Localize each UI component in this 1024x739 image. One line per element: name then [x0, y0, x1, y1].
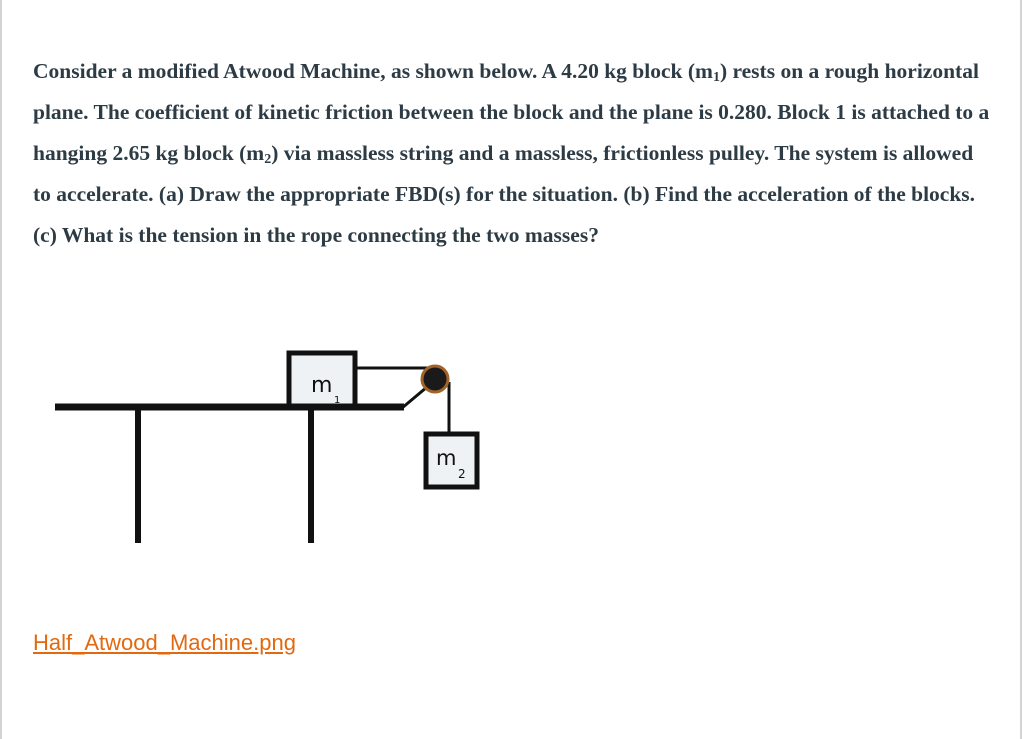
block-m1-letter: m: [311, 373, 333, 398]
pulley: [422, 366, 448, 392]
attachment-link[interactable]: Half_Atwood_Machine.png: [33, 630, 296, 655]
m2-subscript: 2: [264, 152, 272, 167]
atwood-machine-diagram: [0, 340, 520, 560]
block-m1-subscript: 1: [334, 395, 341, 406]
problem-text-part-2: ) rests on a rough horizontal plane. The coefficient of kinetic friction between the block and the plane is 0.280. Block 1 is attached to a hanging 2.65 kg block (m: [33, 59, 990, 165]
problem-statement: [33, 51, 993, 256]
block-m1: [289, 353, 355, 406]
problem-text-part-1: Consider a modified Atwood Machine, as shown below. A 4.20 kg block (m: [33, 59, 713, 83]
m1-subscript: 1: [712, 70, 720, 85]
block-m2: [426, 434, 477, 487]
block-m2-subscript: 2: [458, 467, 466, 481]
problem-text-part-3: ) via massless string and a massless, frictionless pulley. The system is allowed to accelerate. (a) Draw the appropriate FBD(s) for the situation. (b) Find the acceleration of the blocks. (c) What is the tension in the rope connecting the two masses?: [33, 141, 976, 247]
block-m2-letter: m: [436, 446, 457, 470]
